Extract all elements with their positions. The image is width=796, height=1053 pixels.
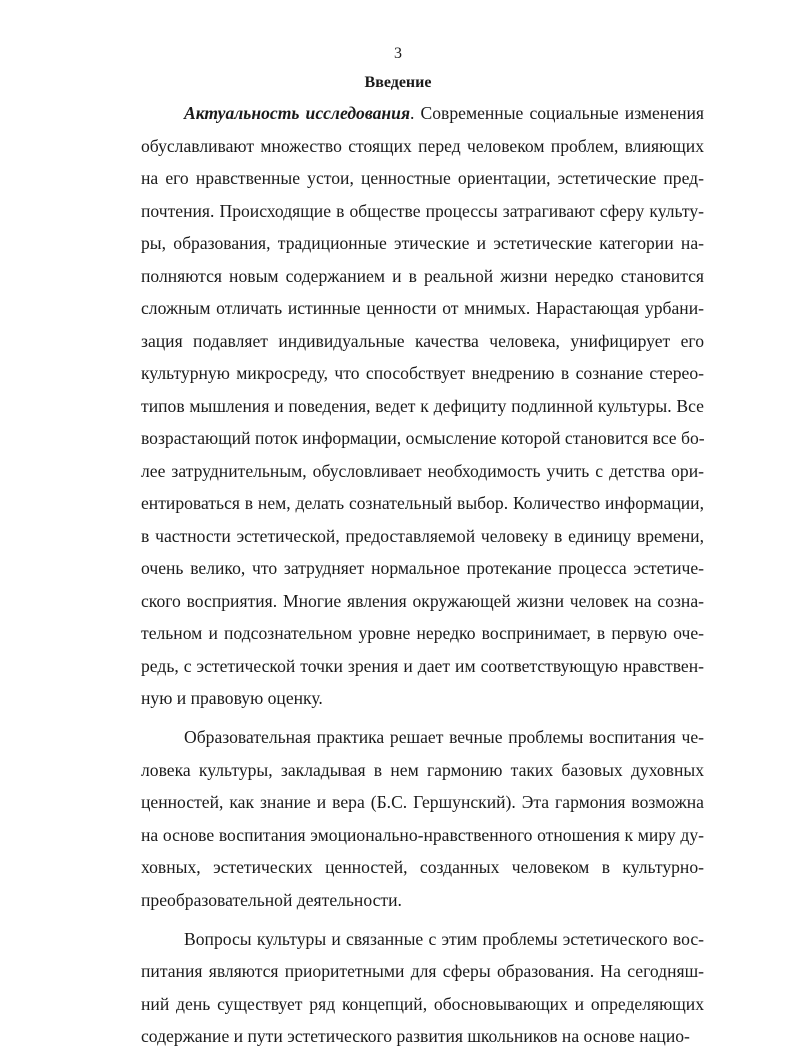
text-line	[141, 617, 704, 650]
text-line	[141, 923, 704, 956]
text-line	[141, 97, 704, 130]
text-line	[141, 1020, 704, 1053]
text-line	[141, 682, 704, 715]
text-line	[141, 162, 704, 195]
text-line	[141, 988, 704, 1021]
text-line	[141, 260, 704, 293]
text-line	[141, 955, 704, 988]
text-line	[141, 130, 704, 163]
line-text: на основе воспитания эмоционально-нравственного отношения к миру ду-	[141, 824, 704, 845]
text-line	[141, 552, 704, 585]
line-text: содержание и пути эстетического развития школьников на основе нацио-	[141, 1026, 690, 1046]
line-text: зация подавляет индивидуальные качества человека, унифицирует его	[141, 330, 704, 351]
line-text: культурную микросреду, что способствует внедрению в сознание стерео-	[141, 363, 704, 383]
text-line	[141, 650, 704, 683]
line-text: ского восприятия. Многие явления окружающей жизни человек на созна-	[141, 590, 704, 611]
text-line	[141, 585, 704, 618]
text-line	[141, 851, 704, 884]
text-line	[141, 292, 704, 325]
text-line	[141, 520, 704, 553]
line-text: типов мышления и поведения, ведет к дефициту подлинной культуры. Все	[141, 395, 704, 416]
line-text: лее затруднительным, обусловливает необходимость учить с детства ори-	[141, 460, 704, 481]
line-text: в частности эстетической, предоставляемой человеку в единицу времени,	[141, 525, 704, 546]
line-text: ний день существует ряд концепций, обосновывающих и определяющих	[141, 993, 704, 1014]
text-line	[141, 487, 704, 520]
text-line	[141, 786, 704, 819]
body-text	[141, 97, 704, 1053]
line-text: . Современные социальные изменения	[410, 103, 704, 123]
line-text: преобразовательной деятельности.	[141, 889, 402, 910]
line-text: питания являются приоритетными для сферы образования. На сегодняш-	[141, 961, 704, 981]
line-text: сложным отличать истинные ценности от мнимых. Нарастающая урбани-	[141, 298, 704, 318]
paragraph	[141, 97, 704, 715]
section-heading: Введение	[364, 74, 432, 91]
text-line	[141, 195, 704, 228]
text-line	[141, 227, 704, 260]
text-line	[141, 819, 704, 852]
text-line	[141, 357, 704, 390]
line-text: Вопросы культуры и связанные с этим проблемы эстетического вос-	[184, 928, 704, 949]
text-line	[141, 455, 704, 488]
line-text: ценностей, как знание и вера (Б.С. Гершунский). Эта гармония возможна	[141, 792, 704, 812]
line-text: полняются новым содержанием и в реальной жизни нередко становится	[141, 265, 704, 286]
paragraph	[141, 923, 704, 1053]
line-text: Образовательная практика решает вечные проблемы воспитания че-	[184, 727, 704, 747]
lead-phrase: Актуальность исследования	[184, 103, 411, 123]
line-text: почтения. Происходящие в обществе процессы затрагивают сферу культу-	[141, 200, 704, 221]
text-line	[141, 721, 704, 754]
line-text: очень велико, что затрудняет нормальное протекание процесса эстетиче-	[141, 558, 704, 578]
line-text: тельном и подсознательном уровне нередко воспринимает, в первую оче-	[141, 623, 704, 643]
line-text: ховных, эстетических ценностей, созданных человеком в культурно-	[141, 857, 704, 877]
text-line	[141, 422, 704, 455]
line-text: на его нравственные устои, ценностные ориентации, эстетические пред-	[141, 168, 704, 188]
paragraph	[141, 721, 704, 916]
line-text: ловека культуры, закладывая в нем гармонию таких базовых духовных	[141, 759, 704, 780]
line-text: редь, с эстетической точки зрения и дает им соответствующую нравствен-	[141, 655, 704, 676]
line-text: возрастающий поток информации, осмысление которой становится все бо-	[141, 428, 705, 448]
line-text: ры, образования, традиционные этические и эстетические категории на-	[141, 233, 704, 253]
line-text: обуславливают множество стоящих перед человеком проблем, влияющих	[141, 135, 704, 156]
text-line	[141, 325, 704, 358]
text-line	[141, 884, 704, 917]
text-line	[141, 754, 704, 787]
page-number: 3	[394, 45, 402, 62]
line-text: ентироваться в нем, делать сознательный выбор. Количество информации,	[141, 493, 704, 513]
text-line	[141, 390, 704, 423]
line-text: ную и правовую оценку.	[141, 688, 323, 708]
